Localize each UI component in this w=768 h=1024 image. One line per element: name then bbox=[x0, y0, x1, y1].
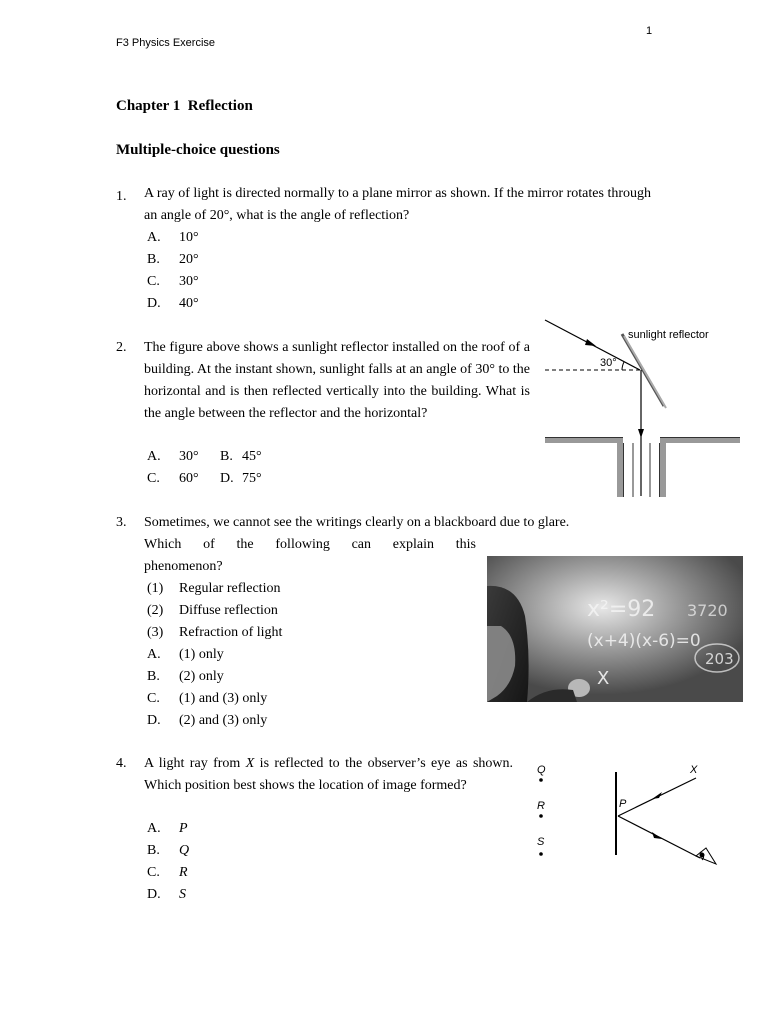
page-number: 1 bbox=[646, 25, 653, 37]
question-3-option-c: C. (1) and (3) only bbox=[147, 691, 268, 706]
question-2-option-a: A. 30° bbox=[147, 449, 199, 464]
incident-ray-arrow bbox=[585, 339, 596, 346]
board-writing-1: x²=92 bbox=[587, 597, 656, 622]
question-4-number: 4. bbox=[116, 756, 127, 771]
point-s bbox=[539, 852, 543, 856]
question-4-option-a: A. P bbox=[147, 821, 188, 836]
question-1-option-d: D. 40° bbox=[147, 296, 199, 311]
eye-icon bbox=[696, 848, 716, 864]
reflector-shade bbox=[624, 336, 666, 408]
question-3-number: 3. bbox=[116, 515, 127, 530]
label-p: P bbox=[619, 798, 627, 810]
angle-arc bbox=[622, 362, 624, 370]
question-1-option-a: A. 10° bbox=[147, 230, 199, 245]
question-2-number: 2. bbox=[116, 340, 127, 355]
wall-right bbox=[660, 437, 666, 497]
question-4-option-c: C. R bbox=[147, 865, 188, 880]
question-3-line1: Sometimes, we cannot see the writings clearly on a blackboard due to glare. bbox=[144, 515, 570, 530]
question-1-option-c: C. 30° bbox=[147, 274, 199, 289]
blackboard-photo bbox=[487, 556, 743, 702]
board-writing-2: 3720 bbox=[687, 601, 728, 620]
wall-left bbox=[617, 437, 623, 497]
question-4-option-d: D. S bbox=[147, 887, 186, 902]
board-writing-3: (x+4)(x-6)=0 bbox=[587, 631, 701, 651]
question-3-statement-2: (2) Diffuse reflection bbox=[147, 603, 278, 618]
question-3-option-d: D. (2) and (3) only bbox=[147, 713, 268, 728]
section-title: Multiple-choice questions bbox=[116, 142, 280, 158]
question-2-text: The figure above shows a sunlight reflector installed on the roof of a building. At the instant shown, sunlight falls at an angle of 30° to the horizontal and is then reflected vertically into the building. What is the angle between the reflector and the horizontal? bbox=[144, 340, 530, 421]
label-r: R bbox=[537, 800, 545, 812]
label-x: X bbox=[690, 764, 698, 776]
question-1-option-b: B. 20° bbox=[147, 252, 199, 267]
label-q: Q bbox=[537, 764, 546, 776]
svg-text:X: X bbox=[597, 668, 610, 689]
reflector-label: sunlight reflector bbox=[628, 329, 709, 341]
label-s: S bbox=[537, 836, 545, 848]
question-3-option-b: B. (2) only bbox=[147, 669, 224, 684]
question-3-statement-1: (1) Regular reflection bbox=[147, 581, 281, 596]
question-2-option-c: C. 60° bbox=[147, 471, 199, 486]
reflected-ray-arrow bbox=[638, 429, 644, 438]
chapter-title: Chapter 1 Reflection bbox=[116, 98, 253, 114]
question-2-option-b: B. 45° bbox=[220, 449, 262, 464]
board-writing-4: 203 bbox=[705, 650, 734, 668]
reflected-ray-arrow bbox=[652, 832, 662, 839]
mirror-image-figure bbox=[530, 760, 730, 870]
header-course: F3 Physics Exercise bbox=[116, 37, 216, 49]
question-3-option-a: A. (1) only bbox=[147, 647, 224, 662]
question-1-number: 1. bbox=[116, 189, 127, 204]
question-2-option-d: D. 75° bbox=[220, 471, 262, 486]
question-3-line2: Which of the following can explain this bbox=[144, 537, 476, 552]
question-4-text: A light ray from X is reflected to the observer’s eye as shown. Which position best shows the location of image formed? bbox=[144, 756, 513, 793]
question-1-text: A ray of light is directed normally to a plane mirror as shown. If the mirror rotates through an angle of 20°, what is the angle of reflection? bbox=[144, 186, 651, 223]
question-3-line3: phenomenon? bbox=[144, 559, 223, 574]
question-3-statement-3: (3) Refraction of light bbox=[147, 625, 283, 640]
point-r bbox=[539, 814, 543, 818]
point-q bbox=[539, 778, 543, 782]
angle-label: 30° bbox=[600, 357, 617, 369]
question-4-option-b: B. Q bbox=[147, 843, 190, 858]
